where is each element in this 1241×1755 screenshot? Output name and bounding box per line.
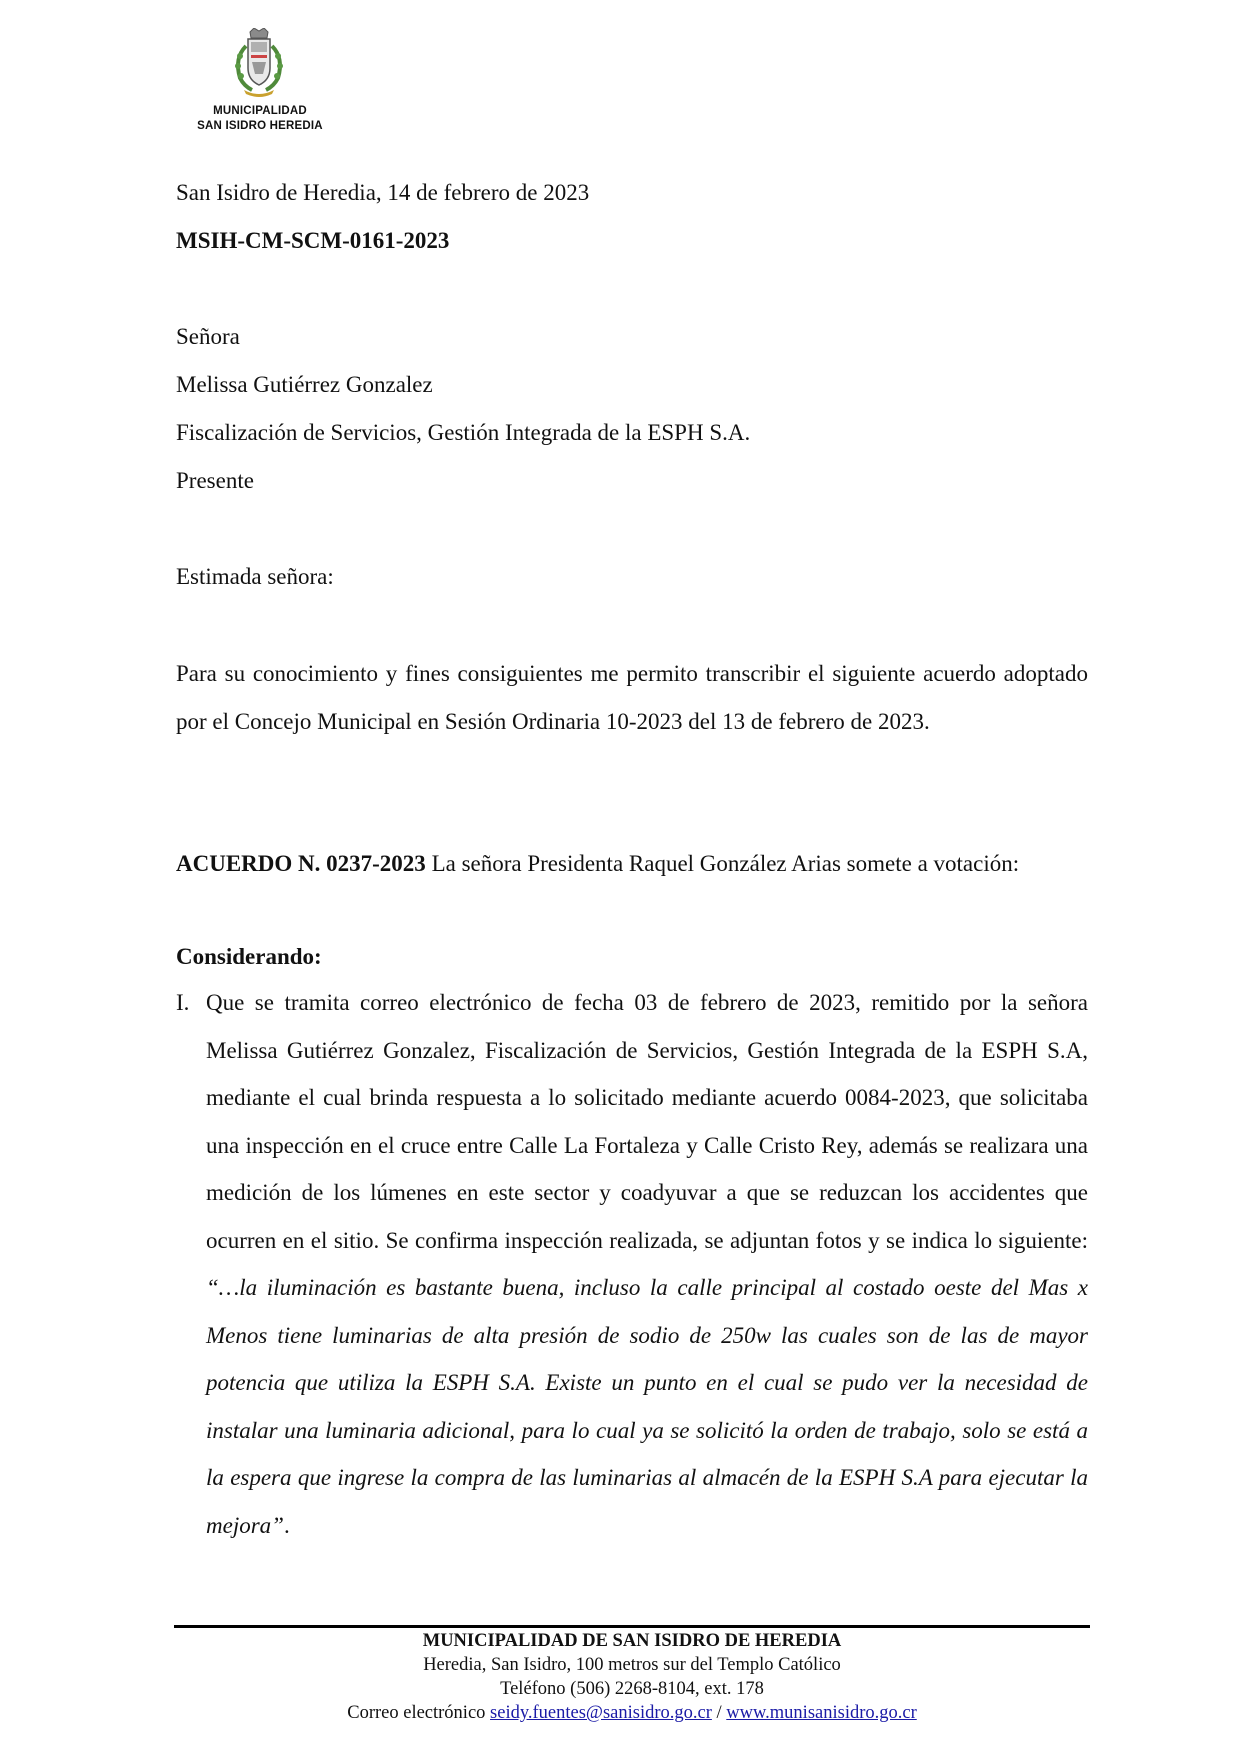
item-quote: “…la iluminación es bastante buena, incluso la calle principal al costado oeste del Mas x Menos tiene luminarias de alta presión de sodio de 250w las cuales son de las de mayor potencia que utiliza la ESPH S.A. Existe un punto en el cual se pudo ver la necesidad de instalar una luminaria adicional, para lo cual ya se solicitó la orden de trabajo, solo se está a la espera que ingrese la compra de las luminarias al almacén de la ESPH S.A para ejecutar la mejora”	[206, 1275, 1088, 1538]
municipality-logo	[180, 28, 340, 138]
recipient-name: Melissa Gutiérrez Gonzalez	[176, 372, 433, 397]
recipient-presente: Presente	[176, 468, 254, 493]
footer-email-label: Correo electrónico	[347, 1703, 491, 1723]
footer-website-link[interactable]: www.munisanisidro.go.cr	[726, 1703, 917, 1723]
footer-title: MUNICIPALIDAD DE SAN ISIDRO DE HEREDIA	[422, 1631, 842, 1651]
footer-address: Heredia, San Isidro, 100 metros sur del Templo Católico	[423, 1655, 841, 1675]
footer-email-link[interactable]: seidy.fuentes@sanisidro.go.cr	[490, 1703, 712, 1723]
agreement-text: La señora Presidenta Raquel González Arias somete a votación:	[425, 851, 1020, 876]
logo-text	[180, 104, 340, 134]
coat-of-arms-icon	[228, 28, 290, 100]
greeting: Estimada señora:	[176, 564, 334, 589]
logo-line-2: SAN ISIDRO HEREDIA	[197, 120, 323, 132]
footer-phone: Teléfono (506) 2268-8104, ext. 178	[500, 1679, 764, 1699]
item-body	[206, 979, 1088, 1549]
footer-contact	[176, 1701, 1088, 1725]
considerando-heading: Considerando:	[176, 944, 322, 969]
item-number: I.	[176, 990, 190, 1015]
agreement-label: ACUERDO N. 0237-2023	[176, 851, 426, 876]
intro-text: Para su conocimiento y fines consiguientes me permito transcribir el siguiente acuerdo adoptado por el Concejo Municipal en Sesión Ordinaria 10-2023 del 13 de febrero de 2023.	[176, 661, 1088, 734]
recipient-salutation: Señora	[176, 324, 240, 349]
footer-separator: /	[711, 1703, 727, 1723]
footer-divider	[174, 1625, 1090, 1628]
intro-paragraph	[176, 650, 1088, 745]
place-date: San Isidro de Heredia, 14 de febrero de 2023	[176, 180, 590, 205]
recipient-position: Fiscalización de Servicios, Gestión Integrada de la ESPH S.A.	[176, 420, 751, 445]
agreement-paragraph	[176, 840, 1088, 888]
item-text: Que se tramita correo electrónico de fecha 03 de febrero de 2023, remitido por la señora Melissa Gutiérrez Gonzalez, Fiscalización de Servicios, Gestión Integrada de la ESPH S.A, mediante el cual brinda respuesta a lo solicitado mediante acuerdo 0084-2023, que solicitaba una inspección en el cruce entre Calle La Fortaleza y Calle Cristo Rey, además se realizara una medición de los lúmenes en este sector y coadyuvar a que se reduzcan los accidentes que ocurren en el sitio. Se confirma inspección realizada, se adjuntan fotos y se indica lo siguiente:	[206, 990, 1088, 1253]
footer	[176, 1629, 1088, 1725]
logo-line-1: MUNICIPALIDAD	[213, 105, 307, 117]
item-end: .	[283, 1512, 290, 1538]
reference-number: MSIH-CM-SCM-0161-2023	[176, 228, 450, 253]
